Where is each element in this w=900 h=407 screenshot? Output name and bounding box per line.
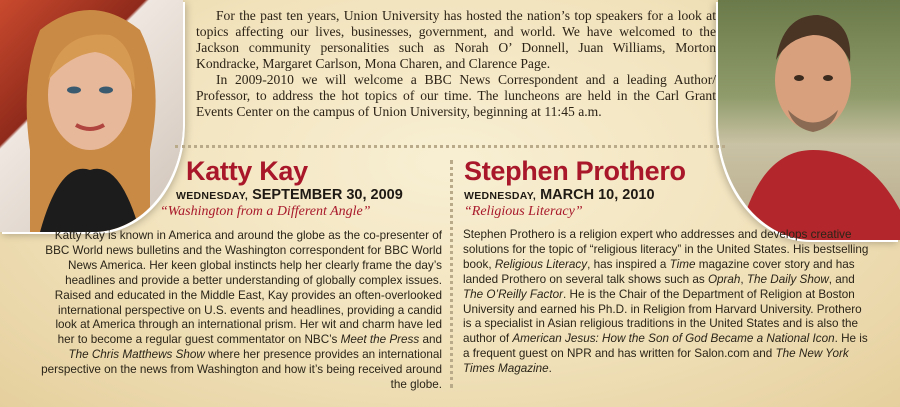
bio-text: , and [828, 272, 855, 286]
weekday-label: WEDNESDAY, [176, 190, 249, 202]
katty-kay-portrait [0, 0, 183, 232]
bio-italic: Oprah [707, 272, 741, 286]
bio-text: where her presence provides an international perspective on the news from Washington and how it’s being received around the globe. [41, 348, 442, 392]
stephen-prothero-portrait-art [718, 0, 900, 240]
bio-italic: The Chris Matthews Show [68, 348, 205, 362]
bio-italic: The Daily Show [746, 272, 829, 286]
bio-text: , has inspired a [587, 257, 670, 271]
bio-italic: Religious Literacy [494, 257, 588, 271]
speaker-date-stephen-prothero [464, 187, 655, 203]
katty-kay-portrait-art [0, 0, 183, 232]
bio-text: and [419, 333, 442, 347]
bio-text: . [548, 362, 552, 376]
date-label: MARCH 10, 2010 [540, 187, 655, 203]
speaker-date-katty-kay [176, 187, 403, 203]
bio-italic: Meet the Press [340, 333, 420, 347]
bio-text: Stephen Prothero is a religion expert who addresses and develops creative solutions for the topic of “religious literacy” in the United States. His bestselling book, [463, 228, 869, 271]
intro-paragraph-1: For the past ten years, Union University has hosted the nation’s top speakers for a look at topics affecting our lives, businesses, government, and world. We have welcomed to the Jackson community personalities such as Norah O’ Donnell, Juan Williams, Morton Kondracke, Margaret Carlson, Mona Charen, and Clarence Page. [196, 8, 716, 71]
bio-text: Katty Kay is known in America and around the globe as the co-presenter of BBC World news bulletins and the Washington correspondent for BBC World News America. Her keen global instincts help her clearly frame the day’s headlines and provide a better understanding of globally complex issues. Raised and educated in the Middle East, Kay provides an often-overlooked international perspective on U.S. events and headlines, providing a candid look at America through an international prism. Her wit and charm have led her to become a regular guest commentator on NBC’s [45, 229, 442, 347]
speaker-bio-stephen-prothero [463, 228, 871, 377]
stephen-prothero-portrait [718, 0, 900, 240]
bio-italic: The O’Reilly Factor [463, 287, 564, 301]
date-label: SEPTEMBER 30, 2009 [252, 187, 403, 203]
bio-text: . He is a frequent guest on NPR and has written for Salon.com and [463, 332, 868, 361]
bio-italic: The New York Times Magazine [463, 347, 849, 376]
speaker-bio-katty-kay [40, 229, 442, 393]
speaker-name-stephen-prothero: Stephen Prothero [464, 156, 686, 186]
weekday-label: WEDNESDAY, [464, 190, 537, 202]
intro-paragraph-2: In 2009-2010 we will welcome a BBC News Correspondent and a leading Author/ Professor, to address the hot topics of our time. The luncheons are held in the Carl Grant Events Center on the campus of Union University, beginning at 11:45 a.m. [196, 72, 716, 119]
talk-title-stephen-prothero: “Religious Literacy” [464, 204, 583, 219]
bio-text: magazine cover story and has landed Prothero on several talk shows such as [463, 257, 855, 286]
speaker-name-katty-kay: Katty Kay [186, 156, 308, 186]
bio-text: , [740, 272, 747, 286]
bio-italic: American Jesus: How the Son of God Became a National Icon [512, 332, 835, 346]
bio-text: . He is the Chair of the Department of Religion at Boston University and earned his Ph.D. in Religion from Harvard University. Prothero is a specialist in Asian religious traditions in the United States and is also the author of [463, 287, 862, 346]
intro-text [196, 8, 716, 120]
talk-title-katty-kay: “Washington from a Different Angle” [160, 204, 371, 219]
horizontal-divider [175, 145, 725, 148]
bio-italic: Time [669, 257, 696, 271]
vertical-divider [450, 160, 453, 388]
